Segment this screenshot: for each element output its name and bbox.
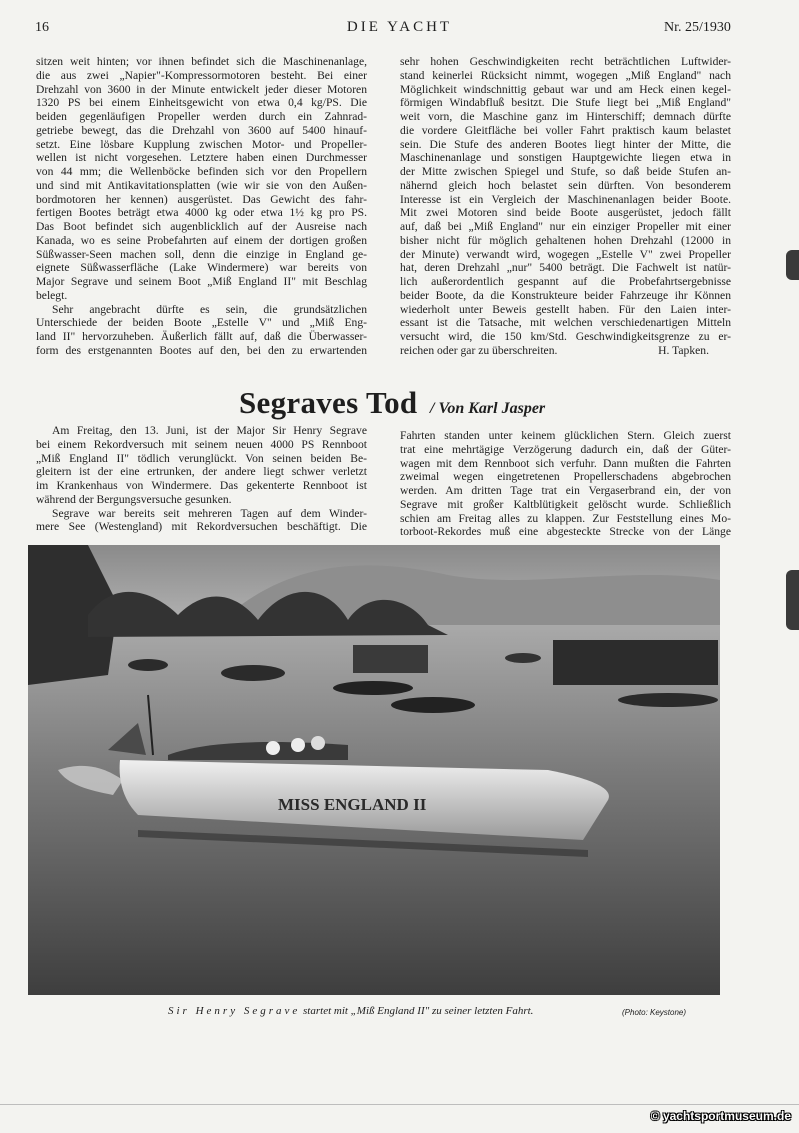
article1-right-column bbox=[400, 55, 731, 358]
text-line: Kanada, wo es seine Probefahrten auf einem der dortigen großen bbox=[36, 233, 367, 247]
text-line: getriebe bewegt, das die Drehzahl von 3600 auf 5400 hinauf- bbox=[36, 123, 367, 137]
text-line: der Mitte zwischen Spiegel und Stufe, so daß beide Stufen an- bbox=[400, 165, 731, 178]
text-line: und sind mit Antikavitationsplatten (wie wir sie von den Außen- bbox=[36, 178, 367, 192]
text-line: Segrave mit großer Kaltblütigkeit gelöscht wurde. Schließlich bbox=[400, 497, 731, 511]
text-line: sein. Die Stufe des anderen Bootes liegt hinter der Mitte, die bbox=[400, 137, 731, 151]
text-line: 1320 PS bei einem Einheitsgewicht von etwa 0,4 kg/PS. Die bbox=[36, 96, 367, 110]
issue-number: Nr. 25/1930 bbox=[664, 20, 731, 35]
text-line: die aus zwei „Napier"-Kompressormotoren besteht. Bei einer bbox=[36, 68, 367, 82]
text-line: setzt. Eine lösbare Kupplung zwischen Motor- und Propeller- bbox=[36, 137, 367, 151]
text-line: zweimal wegen eingetretenen Propellerschadens abgebrochen bbox=[400, 470, 731, 484]
text-line: werden. Am dritten Tage trat ein Vergaserbrand ein, der von bbox=[400, 484, 731, 497]
photo-image bbox=[28, 545, 720, 995]
text-line: form des erstgenannten Bootes auf den, bei den zu erwartenden bbox=[36, 343, 367, 357]
text-line: wellen ist nicht vorgesehen. Letztere haben einen Durchmesser bbox=[36, 151, 367, 165]
text-line: wagen mit dem Rennboot sich verfuhr. Dann mußten die Fahrten bbox=[400, 456, 731, 470]
text-line: fertigen Bootes beträgt etwa 4000 kg oder etwa 1½ kg pro PS. bbox=[36, 206, 367, 220]
page-edge-line bbox=[0, 1104, 799, 1105]
text-line: auf, daß bei „Miß England" nur ein einziger Propeller mit einer bbox=[400, 220, 731, 233]
text-line: Süßwasser-Seen machen soll, denn die einzige in England ge- bbox=[36, 247, 367, 261]
text-line: Sehr angebracht dürfte es sein, die grundsätzlichen bbox=[52, 302, 367, 316]
boat-name-lettering: MISS ENGLAND II bbox=[278, 795, 427, 814]
text-line: „Miß England II" tödlich verunglückt. Von seinen beiden Be- bbox=[36, 451, 367, 465]
caption-person: Sir Henry Segrave bbox=[168, 1005, 301, 1017]
text-line: bei einem Rekordversuch mit seinem neuen 4000 PS Rennboot bbox=[36, 437, 367, 451]
text-line: während der Bergungsversuche gesunken. bbox=[36, 492, 232, 506]
text-line: land II" hervorzuheben. Äußerlich fällt auf, daß die Überwasser- bbox=[36, 330, 367, 343]
text-line: essant ist die Tatsache, mit welchen verschiedenartigen Mitteln bbox=[400, 316, 731, 330]
rowing-boat bbox=[128, 659, 168, 671]
text-line: schien am Freitag alles zu klappen. Zur Feststellung eines Mo- bbox=[400, 511, 731, 525]
magazine-title: DIE YACHT bbox=[346, 19, 453, 35]
text-line: stand keinerlei Rücksicht nimmt, wogegen „Miß England" nach bbox=[400, 68, 731, 82]
text-line: bisher nicht für möglich gehaltenen hohen Drehzahl (12000 in bbox=[400, 233, 731, 247]
scan-edge-mark bbox=[786, 250, 799, 280]
text-line: Fahrten standen unter keinem glücklichen Stern. Gleich zuerst bbox=[400, 429, 731, 442]
text-line: Das Boot befindet sich augenblicklich auf der Ausreise nach bbox=[36, 220, 367, 233]
article2-left-column bbox=[36, 424, 367, 534]
text-line: von 44 mm; die Wellenböcke befinden sich vor den Propellern bbox=[36, 165, 367, 178]
text-line: trat eine mehrtägige Verzögerung dadurch ein, daß der Güter- bbox=[400, 442, 731, 456]
text-line: belegt. bbox=[36, 288, 68, 302]
text-line: der Minute) verwandt wird, wogegen „Estelle V" zwei Propeller bbox=[400, 247, 731, 261]
text-line: Drehzahl von 3600 in der Minute entwickelt jeder dieser Motoren bbox=[36, 82, 367, 96]
text-line: bordmotoren her kennen) ausgerüstet. Das Gewicht des fahr- bbox=[36, 192, 367, 206]
text-line: sehr hohen Geschwindigkeiten recht beträchtlichen Luftwider- bbox=[400, 55, 731, 68]
text-line: im Krankenhaus von Windermere. Das gekenterte Rennboot ist bbox=[36, 479, 367, 492]
text-line: mere See (Westengland) mit Rekordversuchen beschäftigt. Die bbox=[36, 520, 367, 534]
photo-credit: (Photo: Keystone) bbox=[622, 1008, 687, 1017]
text-line: sitzen weit hinten; vor ihnen befindet sich die Maschinenanlage, bbox=[36, 55, 367, 68]
text-line: nähernd gleich hoch belastet sein dürften. Von besonderem bbox=[400, 178, 731, 192]
text-line: torboot-Rekordes muß eine abgesteckte Strecke von der Länge bbox=[400, 525, 731, 539]
text-line: gleitern ist der eine ertrunken, der andere liegt schwer verletzt bbox=[36, 465, 367, 479]
text-line: Unterschiede der beiden Boote „Estelle V" und „Miß Eng- bbox=[36, 316, 367, 330]
text-line: beiden gegenläufigen Propeller werden durch ein Zahnrad- bbox=[36, 110, 367, 123]
text-line: lich außerordentlich gespannt auf die Probefahrtsergebnisse bbox=[400, 275, 731, 288]
page-number: 16 bbox=[35, 20, 49, 35]
photo-caption bbox=[168, 1005, 533, 1017]
caption-text: startet mit „Miß England II" zu seiner letzten Fahrt. bbox=[303, 1005, 534, 1017]
scan-edge-mark bbox=[786, 570, 799, 630]
text-line: hat, deren Drehzahl „nur" 5400 beträgt. Die Fachwelt ist natür- bbox=[400, 261, 731, 275]
text-line: Major Segrave und seinem Boot „Miß England II" mit Beschlag bbox=[36, 275, 367, 288]
article1-left-column bbox=[36, 55, 367, 358]
author-signature: H. Tapken. bbox=[658, 343, 709, 357]
text-line: Interesse ist ein Vergleich der Maschinenanlagen beider Boote. bbox=[400, 192, 731, 206]
text-line: Mit zwei Motoren sind beide Boote ausgerüstet, jedoch fällt bbox=[400, 206, 731, 220]
text-line: Segrave war bereits seit mehreren Tagen auf dem Winder- bbox=[52, 506, 367, 520]
text-line: die vordere Gleitfläche bei voller Fahrt praktisch kaum belastet bbox=[400, 123, 731, 137]
text-line: Möglichkeit windschnittig gebaut war und am Heck einen kegel- bbox=[400, 82, 731, 96]
text-line: reichen oder gar zu überschreiten. bbox=[400, 343, 558, 357]
article2-right-column bbox=[400, 429, 731, 539]
text-line: eignete Süßwasserfläche (Lake Windermere) war bereits von bbox=[36, 261, 367, 275]
text-line: Am Freitag, den 13. Juni, ist der Major Sir Henry Segrave bbox=[52, 424, 367, 437]
text-line: förmigen Windabfluß besitzt. Die Stufe liegt bei „Miß England" bbox=[400, 96, 731, 110]
watermark: © yachtsportmuseum.de bbox=[650, 1109, 791, 1123]
photo-miss-england-ii bbox=[28, 545, 720, 995]
text-line: wiederholt unter Beweis gestellt haben. Für den Laien inter- bbox=[400, 302, 731, 316]
article-byline: / Von Karl Jasper bbox=[430, 400, 546, 417]
text-line: versucht wird, die 150 km/Std. Geschwindigkeitsgrenze zu er- bbox=[400, 330, 731, 343]
text-line: weit vorn, die Maschine ganz im Hinterschiff; demnach dürfte bbox=[400, 110, 731, 123]
article-headline: Segraves Tod bbox=[239, 385, 418, 420]
text-line-with-signature bbox=[400, 344, 731, 358]
text-line: Maschinenanlage und sonstigen Hauptgewichte liegen etwa in bbox=[400, 151, 731, 165]
text-line: beider Boote, da die Konstrukteure beider Fahrzeuge ihr Können bbox=[400, 288, 731, 302]
